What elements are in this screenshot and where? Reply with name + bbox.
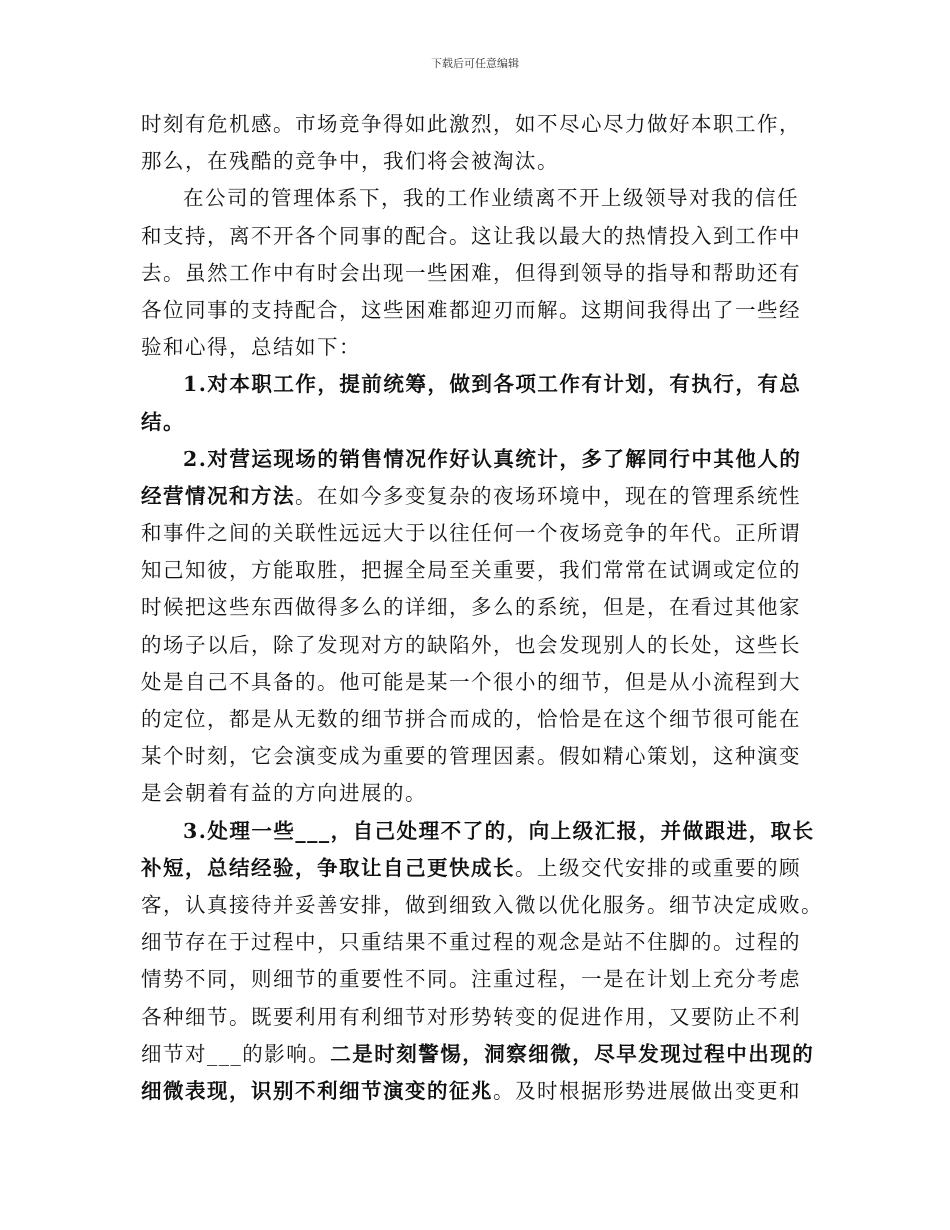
text-line: [141, 924, 813, 961]
text-line: [141, 1036, 813, 1073]
text-run: 。上级交代安排的或重要的顾: [515, 855, 801, 880]
text-run: 细节对___的影响。: [141, 1041, 331, 1066]
document-body: [141, 106, 823, 1110]
list-item-1-line: [141, 366, 813, 403]
text-run: 时候把这些东西做得多么的详细，多么的系统，但是，在看过其他家: [141, 595, 801, 620]
list-item-3-line: [141, 813, 813, 850]
text-run: 和事件之间的关联性远远大于以往任何一个夜场竞争的年代。正所谓: [141, 521, 801, 546]
bold-text-run: 1.对本职工作，提前统筹，做到各项工作有计划，有执行，有总: [183, 372, 802, 397]
text-line: [141, 999, 813, 1036]
text-line: [141, 1073, 813, 1110]
text-run: 的场子以后，除了发现对方的缺陷外，也会发现别人的长处，这些长: [141, 632, 801, 657]
bold-text-run: 3.处理一些___，自己处理不了的，向上级汇报，并做跟进，取长: [183, 818, 815, 843]
text-line: [141, 738, 813, 775]
text-run: 细节存在于过程中，只重结果不重过程的观念是站不住脚的。过程的: [141, 930, 801, 955]
text-line: [141, 552, 813, 589]
text-line: [141, 478, 813, 515]
text-line: [141, 664, 813, 701]
text-line: [141, 143, 813, 180]
bold-text-run: 细微表现，识别不利细节演变的征兆: [141, 1078, 493, 1103]
text-run: 客，认真接待并妥善安排，做到细致入微以优化服务。细节决定成败。: [141, 892, 823, 917]
text-line: [141, 887, 823, 924]
text-line: [141, 255, 813, 292]
text-run: 是会朝着有益的方向进展的。: [141, 781, 427, 806]
text-line: [141, 329, 813, 366]
text-run: 验和心得，总结如下：: [141, 335, 361, 360]
text-line: [141, 218, 813, 255]
text-run: 各种细节。既要利用有利细节对形势转变的促进作用，又要防止不利: [141, 1004, 801, 1029]
text-line: [141, 515, 813, 552]
bold-text-run: 结。: [141, 409, 185, 434]
bold-text-run: 2.对营运现场的销售情况作好认真统计，多了解同行中其他人的: [183, 446, 802, 471]
bold-text-run: 补短，总结经验，争取让自己更快成长: [141, 855, 515, 880]
text-line: [141, 106, 813, 143]
text-line: [141, 292, 813, 329]
text-run: 在公司的管理体系下，我的工作业绩离不开上级领导对我的信任: [183, 186, 799, 211]
text-run: 情势不同，则细节的重要性不同。注重过程，一是在计划上充分考虑: [141, 967, 801, 992]
text-line: [141, 589, 813, 626]
text-run: 。及时根据形势进展做出变更和: [493, 1078, 801, 1103]
bold-text-run: 二是时刻警惕，洞察细微，尽早发现过程中出现的: [330, 1041, 815, 1066]
text-run: 处是自己不具备的。他可能是某一个很小的细节，但是从小流程到大: [141, 669, 801, 694]
text-run: 时刻有危机感。市场竞争得如此激烈，如不尽心尽力做好本职工作，: [141, 112, 801, 136]
bold-text-run: 经营情况和方法: [141, 483, 295, 508]
text-run: 去。虽然工作中有时会出现一些困难，但得到领导的指导和帮助还有: [141, 260, 801, 285]
text-line: [141, 701, 813, 738]
text-run: 。在如今多变复杂的夜场环境中，现在的管理系统性: [295, 483, 801, 508]
text-run: 各位同事的支持配合，这些困难都迎刃而解。这期间我得出了一些经: [141, 297, 801, 322]
text-line: [141, 627, 813, 664]
paragraph-start-line: [141, 180, 813, 217]
text-line: [141, 850, 813, 887]
list-item-2-line: [141, 441, 813, 478]
page-header: 下载后可任意编辑: [431, 57, 519, 70]
text-run: 的定位，都是从无数的细节拼合而成的，恰恰是在这个细节很可能在: [141, 707, 801, 731]
text-run: 那么，在残酷的竞争中，我们将会被淘汰。: [141, 149, 559, 174]
text-run: 和支持，离不开各个同事的配合。这让我以最大的热情投入到工作中: [141, 223, 801, 248]
text-run: 知己知彼，方能取胜，把握全局至关重要，我们常常在试调或定位的: [141, 558, 801, 583]
text-line: [141, 961, 813, 998]
text-run: 某个时刻，它会演变成为重要的管理因素。假如精心策划，这种演变: [141, 744, 801, 769]
text-line: [141, 404, 813, 441]
text-line: [141, 775, 813, 812]
